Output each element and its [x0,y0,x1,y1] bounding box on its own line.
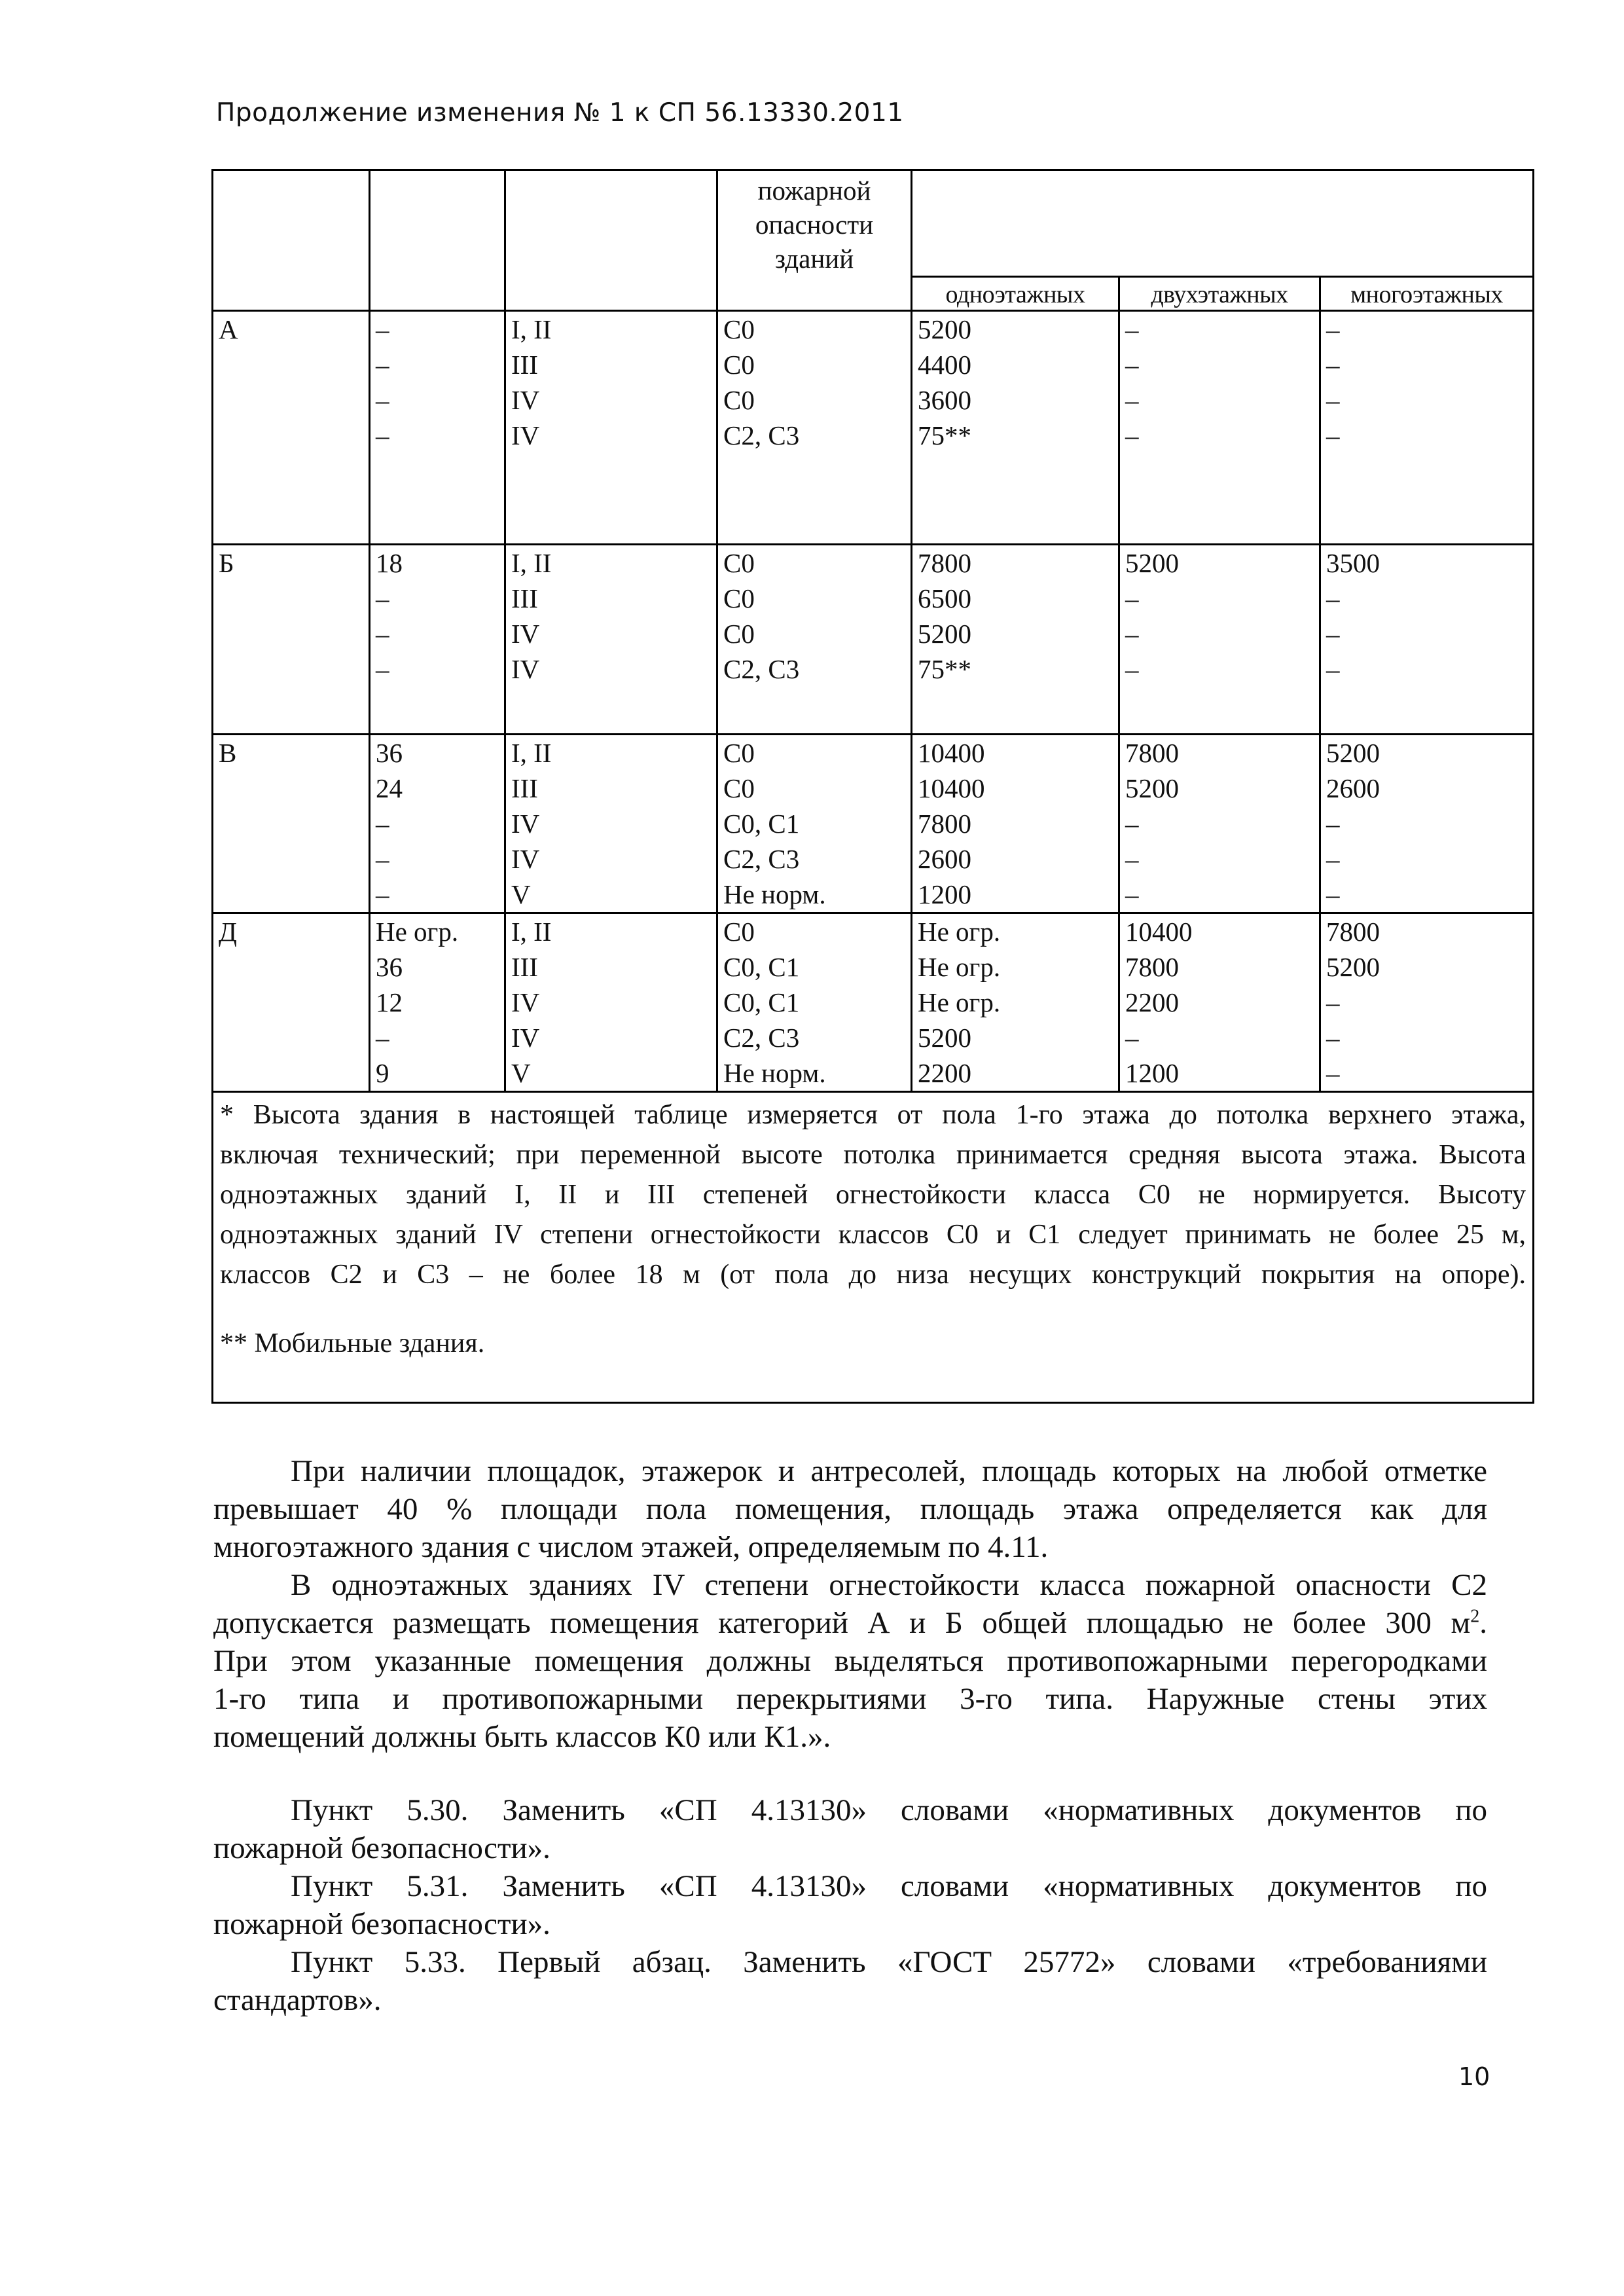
area-one-storey-cell [912,311,1119,545]
height-cell [370,913,505,1092]
table-cell-value: Не огр. [918,987,1001,1017]
height-cell [370,735,505,913]
fire-resistance-cell [505,913,717,1092]
table-cell-value: С2, С3 [723,654,800,684]
table-cell-value: 3500 [1326,548,1380,578]
paragraph-line: При наличии площадок, этажерок и антресолей, площадь которых на любой отметке [291,1454,1487,1488]
table-row-category-a [213,311,1534,545]
table-cell-value: 2200 [1125,987,1179,1017]
table-cell-value: 24 [376,773,403,803]
table-cell-value: С0 [723,773,755,803]
area-multi-storey-cell [1320,913,1534,1092]
paragraph-mezzanines [213,1452,1487,1566]
table-cell-value: С0 [723,619,755,649]
table-cell-value: В [219,738,237,768]
area-one-storey-cell [912,545,1119,735]
table-cell-value: 36 [376,952,403,982]
table-cell-value: – [376,619,389,649]
page-number: 10 [1458,2062,1490,2091]
table-cell-value: 7800 [1125,952,1179,982]
table-cell-value: 4400 [918,350,971,380]
table-cell-value: – [1326,420,1340,450]
table-cell-value: 2600 [1326,773,1380,803]
table-cell-value: Не огр. [918,917,1001,947]
table-cell-value: IV [511,987,540,1017]
paragraph-line: При этом указанные помещения должны выделяться противопожарными перегородками [213,1644,1487,1678]
table-cell-value: – [1326,1058,1340,1088]
table-cell-value: – [1326,314,1340,344]
area-one-storey-cell [912,735,1119,913]
table-cell-value: С0 [723,738,755,768]
table-row-category-v [213,735,1534,913]
table-cell-value: 6500 [918,583,971,613]
fire-hazard-class-cell [717,735,912,913]
header-cell-area-group [912,170,1534,277]
table-cell-value: – [1125,1023,1139,1053]
fire-resistance-cell [505,545,717,735]
area-two-storey-cell [1119,545,1320,735]
paragraph-line: Пункт 5.33. Первый абзац. Заменить «ГОСТ 25772» словами «требованиями [291,1945,1487,1979]
table-cell-value: – [1125,879,1139,909]
table-cell-value: Не норм. [723,1058,826,1088]
running-header: Продолжение изменения № 1 к СП 56.13330.2011 [216,98,904,128]
item-5-30 [213,1791,1487,1867]
table-cell-value: V [511,1058,531,1088]
table-cell-value: 36 [376,738,403,768]
table-cell-value: – [1326,583,1340,613]
table-cell-value: 5200 [1326,738,1380,768]
table-cell-value: Не огр. [918,952,1001,982]
table-cell-value: – [1125,654,1139,684]
table-cell-value: С0 [723,583,755,613]
table-cell-value: – [1326,987,1340,1017]
fire-resistance-cell [505,311,717,545]
table-cell-value: – [376,385,389,415]
table-cell-value: С0, С1 [723,952,800,982]
table-cell-value: – [1326,879,1340,909]
table-cell-value: 1200 [1125,1058,1179,1088]
area-one-storey-cell [912,913,1119,1092]
table-cell-value: – [376,420,389,450]
height-cell [370,311,505,545]
table-cell-value: 7800 [918,548,971,578]
table-cell-value: 5200 [918,619,971,649]
table-cell-value: С0, С1 [723,809,800,839]
paragraph-line: Пункт 5.30. Заменить «СП 4.13130» словами «нормативных документов по [291,1793,1487,1827]
table-footnote-row [213,1092,1534,1403]
fire-hazard-class-cell [717,913,912,1092]
table-cell-value: 12 [376,987,403,1017]
table-cell-value: Д [219,917,237,947]
table-cell-value: – [376,844,389,874]
table-cell-value: 5200 [918,1023,971,1053]
table-cell-value: V [511,879,531,909]
table-cell-value: – [376,314,389,344]
table-cell-value: С0 [723,350,755,380]
fire-resistance-cell [505,735,717,913]
category-cell [213,311,370,545]
table-cell-value: 7800 [1326,917,1380,947]
table-cell-value: – [376,1023,389,1053]
table-cell-value: – [1326,350,1340,380]
table-cell-value: 10400 [1125,917,1193,947]
table-cell-value: 5200 [1125,548,1179,578]
table-cell-value: С2, С3 [723,844,800,874]
category-cell [213,913,370,1092]
table-cell-value: I, II [511,738,552,768]
table-cell-value: IV [511,619,540,649]
table-cell-value: С0 [723,917,755,947]
header-fragment-line: пожарной [757,175,871,206]
subheader-two-storey: двухэтажных [1119,277,1320,311]
table-cell-value: 3600 [918,385,971,415]
paragraph-line: превышает 40 % площади пола помещения, площадь этажа определяется как для [213,1492,1487,1526]
area-two-storey-cell [1119,311,1320,545]
table-cell-value: I, II [511,548,552,578]
table-cell-value: 18 [376,548,403,578]
paragraph-line: пожарной безопасности». [213,1831,550,1865]
table-cell-value: – [1326,385,1340,415]
table-cell-value: – [376,809,389,839]
fire-compartment-table [211,169,1534,1404]
table-cell-value: – [1125,809,1139,839]
table-cell-value: 10400 [918,738,985,768]
table-cell-value: I, II [511,314,552,344]
area-two-storey-cell [1119,735,1320,913]
table-row-category-b [213,545,1534,735]
table-cell-value: – [1125,619,1139,649]
paragraph-categories [213,1566,1487,1756]
table-cell-value: – [1326,619,1340,649]
area-multi-storey-cell [1320,735,1534,913]
table-cell-value: 1200 [918,879,971,909]
table-cell-value: С0, С1 [723,987,800,1017]
header-cell-degree [505,170,717,311]
area-unit-superscript: 2 [1470,1606,1480,1627]
header-fragment-line: опасности [755,210,874,240]
table-cell-value: III [511,350,538,380]
area-text-end: . [1479,1606,1487,1640]
table-cell-value: 5200 [918,314,971,344]
table-cell-value: – [376,654,389,684]
fire-hazard-class-cell [717,545,912,735]
table-cell-value: 7800 [918,809,971,839]
table-cell-value: – [1326,1023,1340,1053]
table-cell-value: – [376,583,389,613]
table-cell-value: Не огр. [376,917,459,947]
table-header-row-top [213,170,1534,277]
paragraph-line: 1-го типа и противопожарными перекрытиями 3-го типа. Наружные стены этих [213,1682,1487,1716]
height-cell [370,545,505,735]
table-cell-value: – [376,879,389,909]
table-cell-value: III [511,583,538,613]
subheader-one-storey: одноэтажных [912,277,1119,311]
header-cell-class [717,170,912,311]
table-cell-value: 2200 [918,1058,971,1088]
paragraph-line: Пункт 5.31. Заменить «СП 4.13130» словами «нормативных документов по [291,1869,1487,1903]
paragraph-line: помещений должны быть классов К0 или К1.». [213,1720,831,1754]
category-cell [213,545,370,735]
category-cell [213,735,370,913]
table-cell-value: – [1326,809,1340,839]
fire-hazard-class-cell [717,311,912,545]
table-cell-value: С0 [723,314,755,344]
table-cell-value: – [1125,385,1139,415]
table-footnote [213,1092,1534,1403]
table-cell-value: IV [511,809,540,839]
footnote-line: одноэтажных зданий IV степени огнестойкости классов С0 и С1 следует принимать не более 25 м, [220,1220,1526,1250]
table-cell-value: – [1326,654,1340,684]
footnote-line: классов С2 и С3 – не более 18 м (от пола до низа несущих конструкций покрытия на опоре). [220,1260,1526,1290]
footnote-line: * Высота здания в настоящей таблице измеряется от пола 1-го этажа до потолка верхнего этажа, [220,1100,1526,1130]
table-cell-value: 7800 [1125,738,1179,768]
table-cell-value: А [219,314,238,344]
table-cell-value: – [1125,844,1139,874]
paragraph-line: стандартов». [213,1983,382,2017]
table-cell-value: – [376,350,389,380]
table-cell-value: IV [511,844,540,874]
table-cell-value: С2, С3 [723,420,800,450]
area-multi-storey-cell [1320,545,1534,735]
table-cell-value: I, II [511,917,552,947]
table-cell-value: 75** [918,420,971,450]
header-cell-height [370,170,505,311]
table-cell-value: IV [511,654,540,684]
paragraph-line: В одноэтажных зданиях IV степени огнестойкости класса пожарной опасности С2 [291,1568,1487,1602]
table-cell-value: IV [511,420,540,450]
table-row-category-d [213,913,1534,1092]
subheader-multi-storey: многоэтажных [1320,277,1534,311]
table-cell-value: IV [511,1023,540,1053]
item-5-33 [213,1943,1487,2019]
paragraph-line: пожарной безопасности». [213,1907,550,1941]
paragraph-line [213,1604,1487,1642]
table-cell-value: С0 [723,548,755,578]
area-multi-storey-cell [1320,311,1534,545]
table-cell-value: – [1125,420,1139,450]
table-cell-value: С0 [723,385,755,415]
table-cell-value: 2600 [918,844,971,874]
table-cell-value: 10400 [918,773,985,803]
table-cell-value: С2, С3 [723,1023,800,1053]
header-cell-category [213,170,370,311]
table-cell-value: Б [219,548,234,578]
table-cell-value: – [1125,350,1139,380]
table-cell-value: 5200 [1125,773,1179,803]
table-cell-value: – [1326,844,1340,874]
table-cell-value: III [511,952,538,982]
paragraph-line: многоэтажного здания с числом этажей, определяемым по 4.11. [213,1530,1049,1564]
footnote-mobile: ** Мобильные здания. [220,1328,485,1358]
table-cell-value: 9 [376,1058,389,1088]
table-cell-value: IV [511,385,540,415]
table-cell-value: 75** [918,654,971,684]
header-fragment-line: зданий [774,244,854,274]
area-text: допускается размещать помещения категорий А и Б общей площадью не более 300 м [213,1606,1471,1640]
table-cell-value: Не норм. [723,879,826,909]
table-cell-value: 5200 [1326,952,1380,982]
table-cell-value: – [1125,583,1139,613]
footnote-line: включая технический; при переменной высоте потолка принимается средняя высота этажа. Высота [220,1140,1526,1170]
footnote-line: одноэтажных зданий I, II и III степеней огнестойкости класса С0 не нормируется. Высоту [220,1180,1526,1210]
area-two-storey-cell [1119,913,1320,1092]
item-5-31 [213,1867,1487,1943]
table-cell-value: – [1125,314,1139,344]
table-cell-value: III [511,773,538,803]
